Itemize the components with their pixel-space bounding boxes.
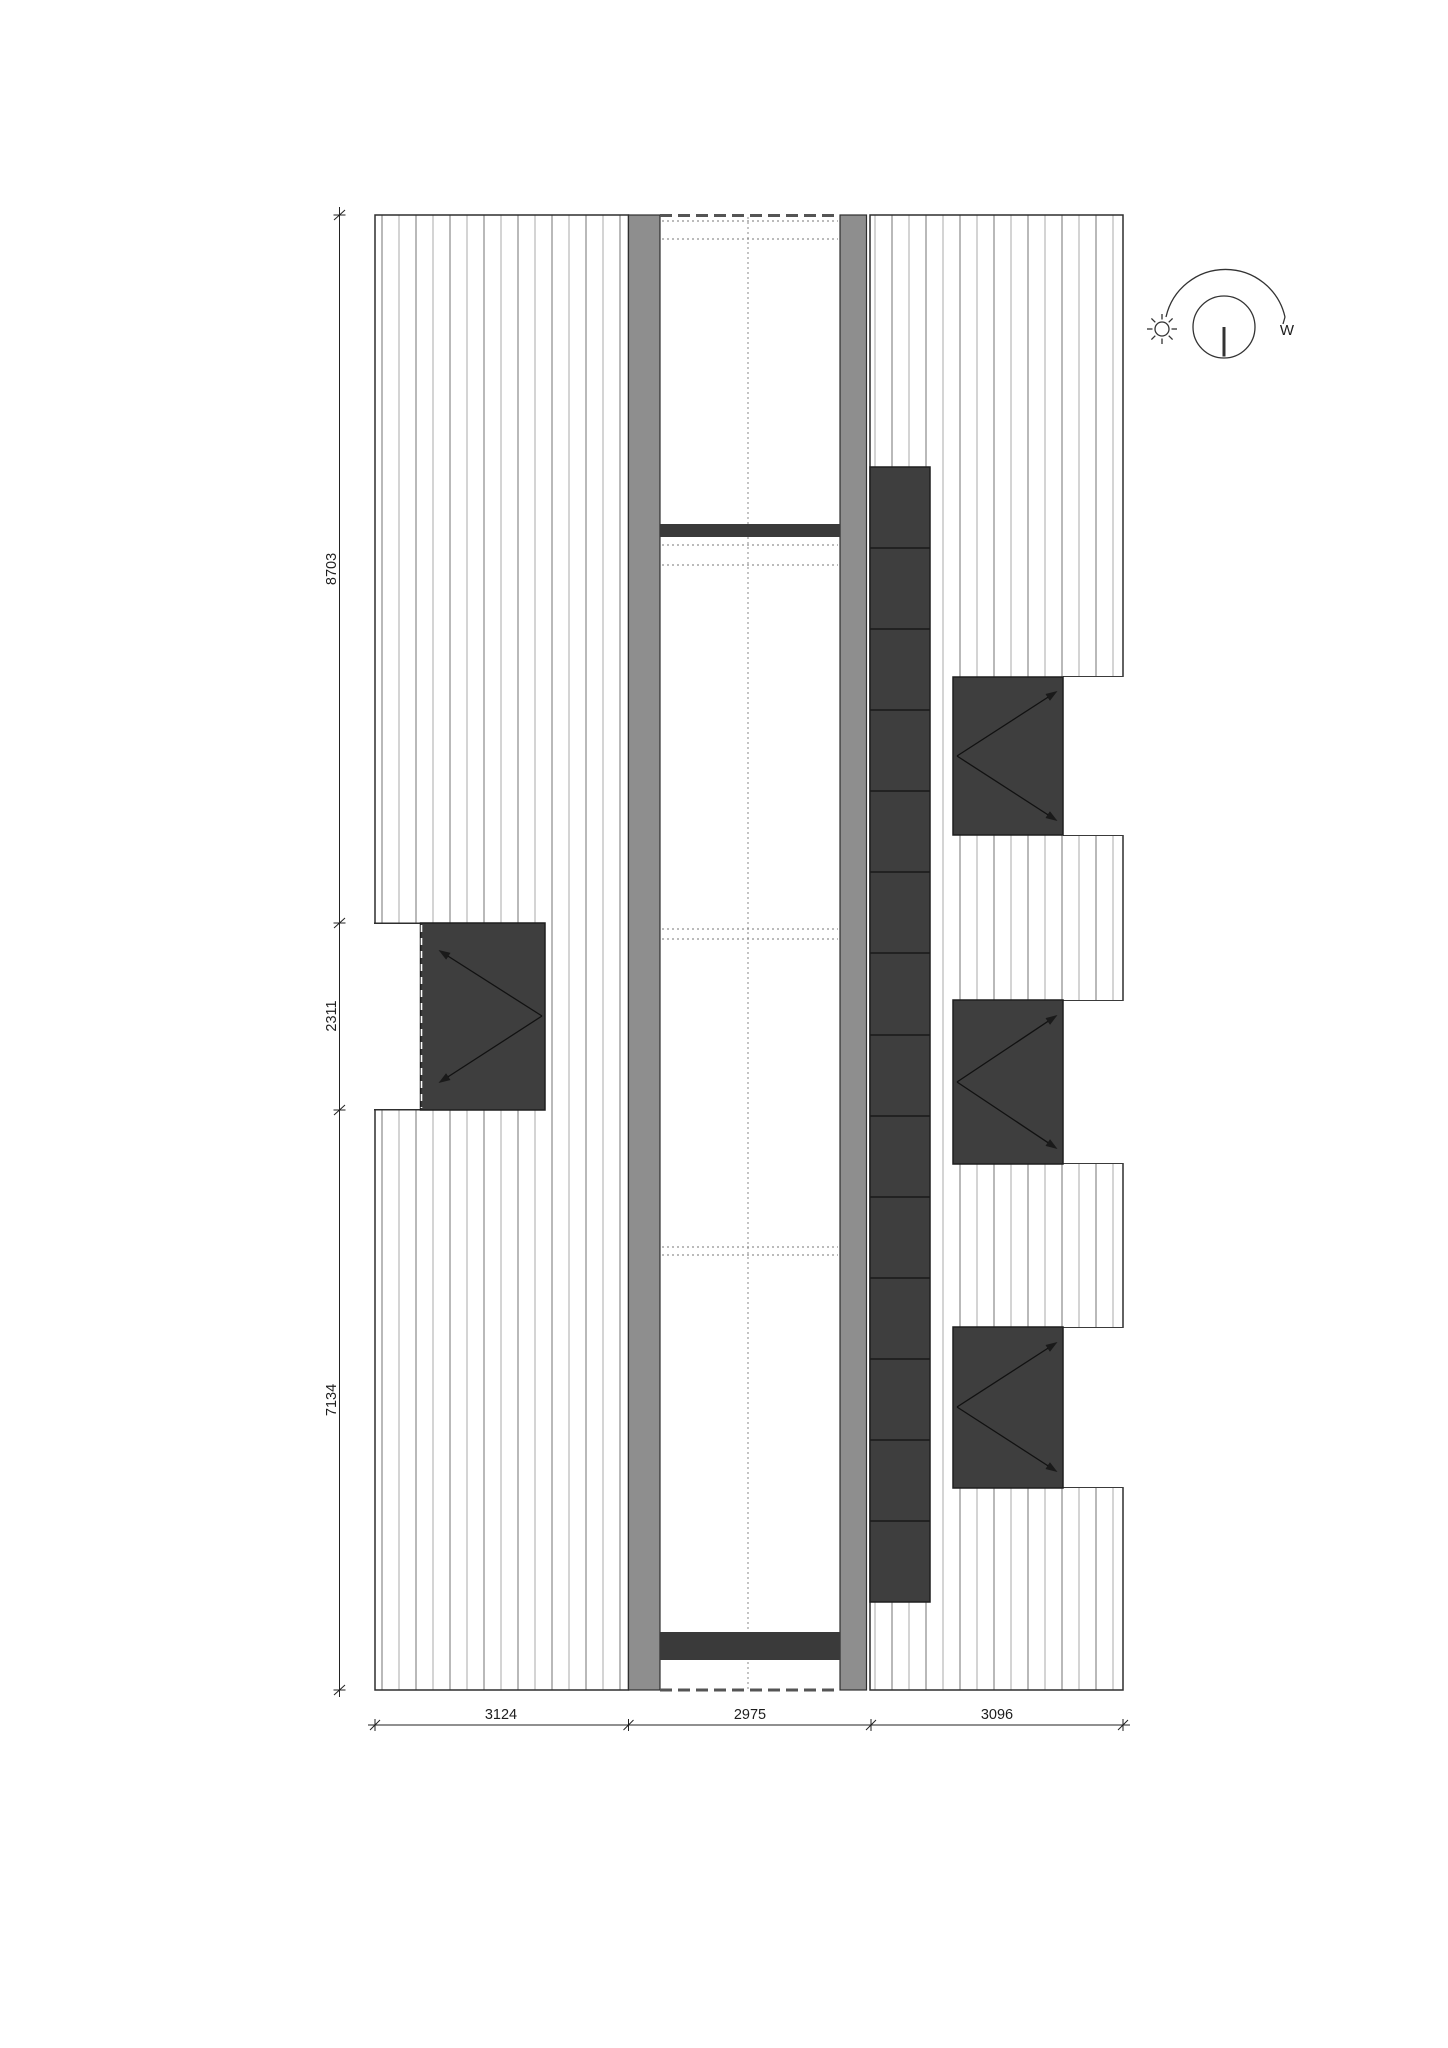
sun-path-diagram (1147, 269, 1295, 358)
left-skylight-box (421, 923, 546, 1110)
bottom-dimension-chain (368, 1707, 1130, 1731)
right-skylight-window-1 (953, 677, 1063, 835)
right-skylight-window-3 (953, 1327, 1063, 1488)
dimension-label-left-1: 8703 (324, 552, 340, 586)
sun-icon (1147, 314, 1177, 344)
right-skylight-windows (953, 677, 1063, 1488)
west-label: W (1279, 322, 1295, 339)
dimension-label-left-3: 7134 (324, 1383, 340, 1417)
right-roof-panel (870, 215, 1125, 1690)
left-dimension-chain (324, 207, 346, 1697)
corridor (660, 216, 840, 1691)
left-skylight-window (421, 923, 546, 1110)
left-roof-notch (373, 924, 421, 1109)
left-wall-band (629, 215, 661, 1690)
roof-module-strip (870, 467, 930, 1602)
right-roof-notches (1063, 677, 1125, 1488)
corridor-cross-beam-bottom (660, 1632, 840, 1660)
dimension-label-bottom-3: 3096 (980, 1707, 1014, 1723)
corridor-joint-guides (662, 221, 838, 1255)
right-wall-band (840, 215, 867, 1690)
dimension-label-bottom-1: 3124 (484, 1707, 518, 1723)
sun-path-arc (1166, 269, 1285, 317)
right-skylight-window-2 (953, 1000, 1063, 1164)
corridor-cross-beam-top (660, 524, 840, 537)
dimension-label-bottom-2: 2975 (733, 1707, 767, 1723)
dimension-label-left-2: 2311 (324, 1000, 340, 1032)
